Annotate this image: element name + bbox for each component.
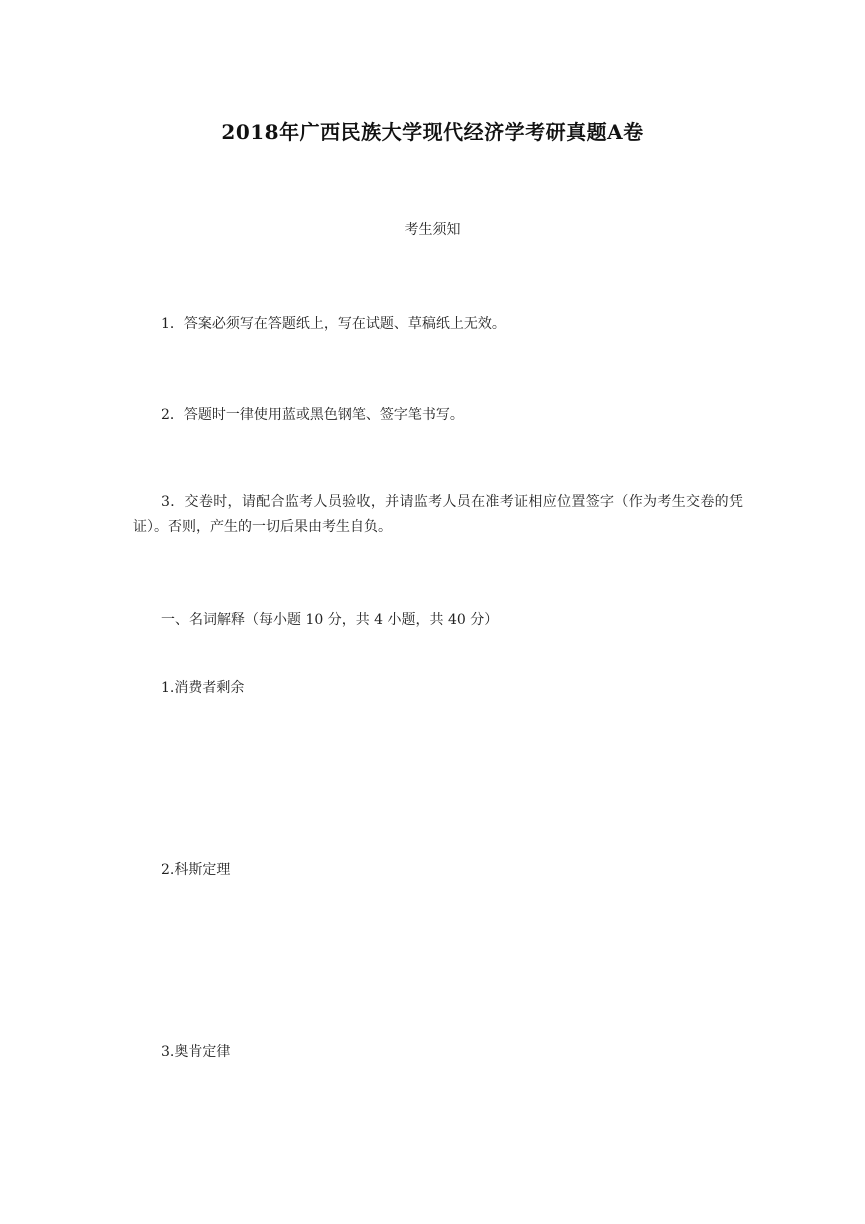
- notice-item-2: 2．答题时一律使用蓝或黑色钢笔、签字笔书写。: [161, 407, 464, 423]
- notice-heading: 考生须知: [404, 222, 461, 238]
- notice-item-1: 1．答案必须写在答题纸上，写在试题、草稿纸上无效。: [161, 316, 506, 332]
- notice-item-3: 3．交卷时，请配合监考人员验收，并请监考人员在准考证相应位置签字（作为考生交卷的凭证）。否则，产生的一切后果由考生自负。: [133, 494, 743, 535]
- question-1: 1.消费者剩余: [161, 680, 245, 696]
- question-3: 3.奥肯定律: [161, 1044, 231, 1060]
- section-heading: 一、名词解释（每小题 10 分，共 4 小题，共 40 分）: [161, 612, 499, 628]
- document-title: 2018年广西民族大学现代经济学考研真题A卷: [221, 120, 644, 144]
- question-2: 2.科斯定理: [161, 862, 231, 878]
